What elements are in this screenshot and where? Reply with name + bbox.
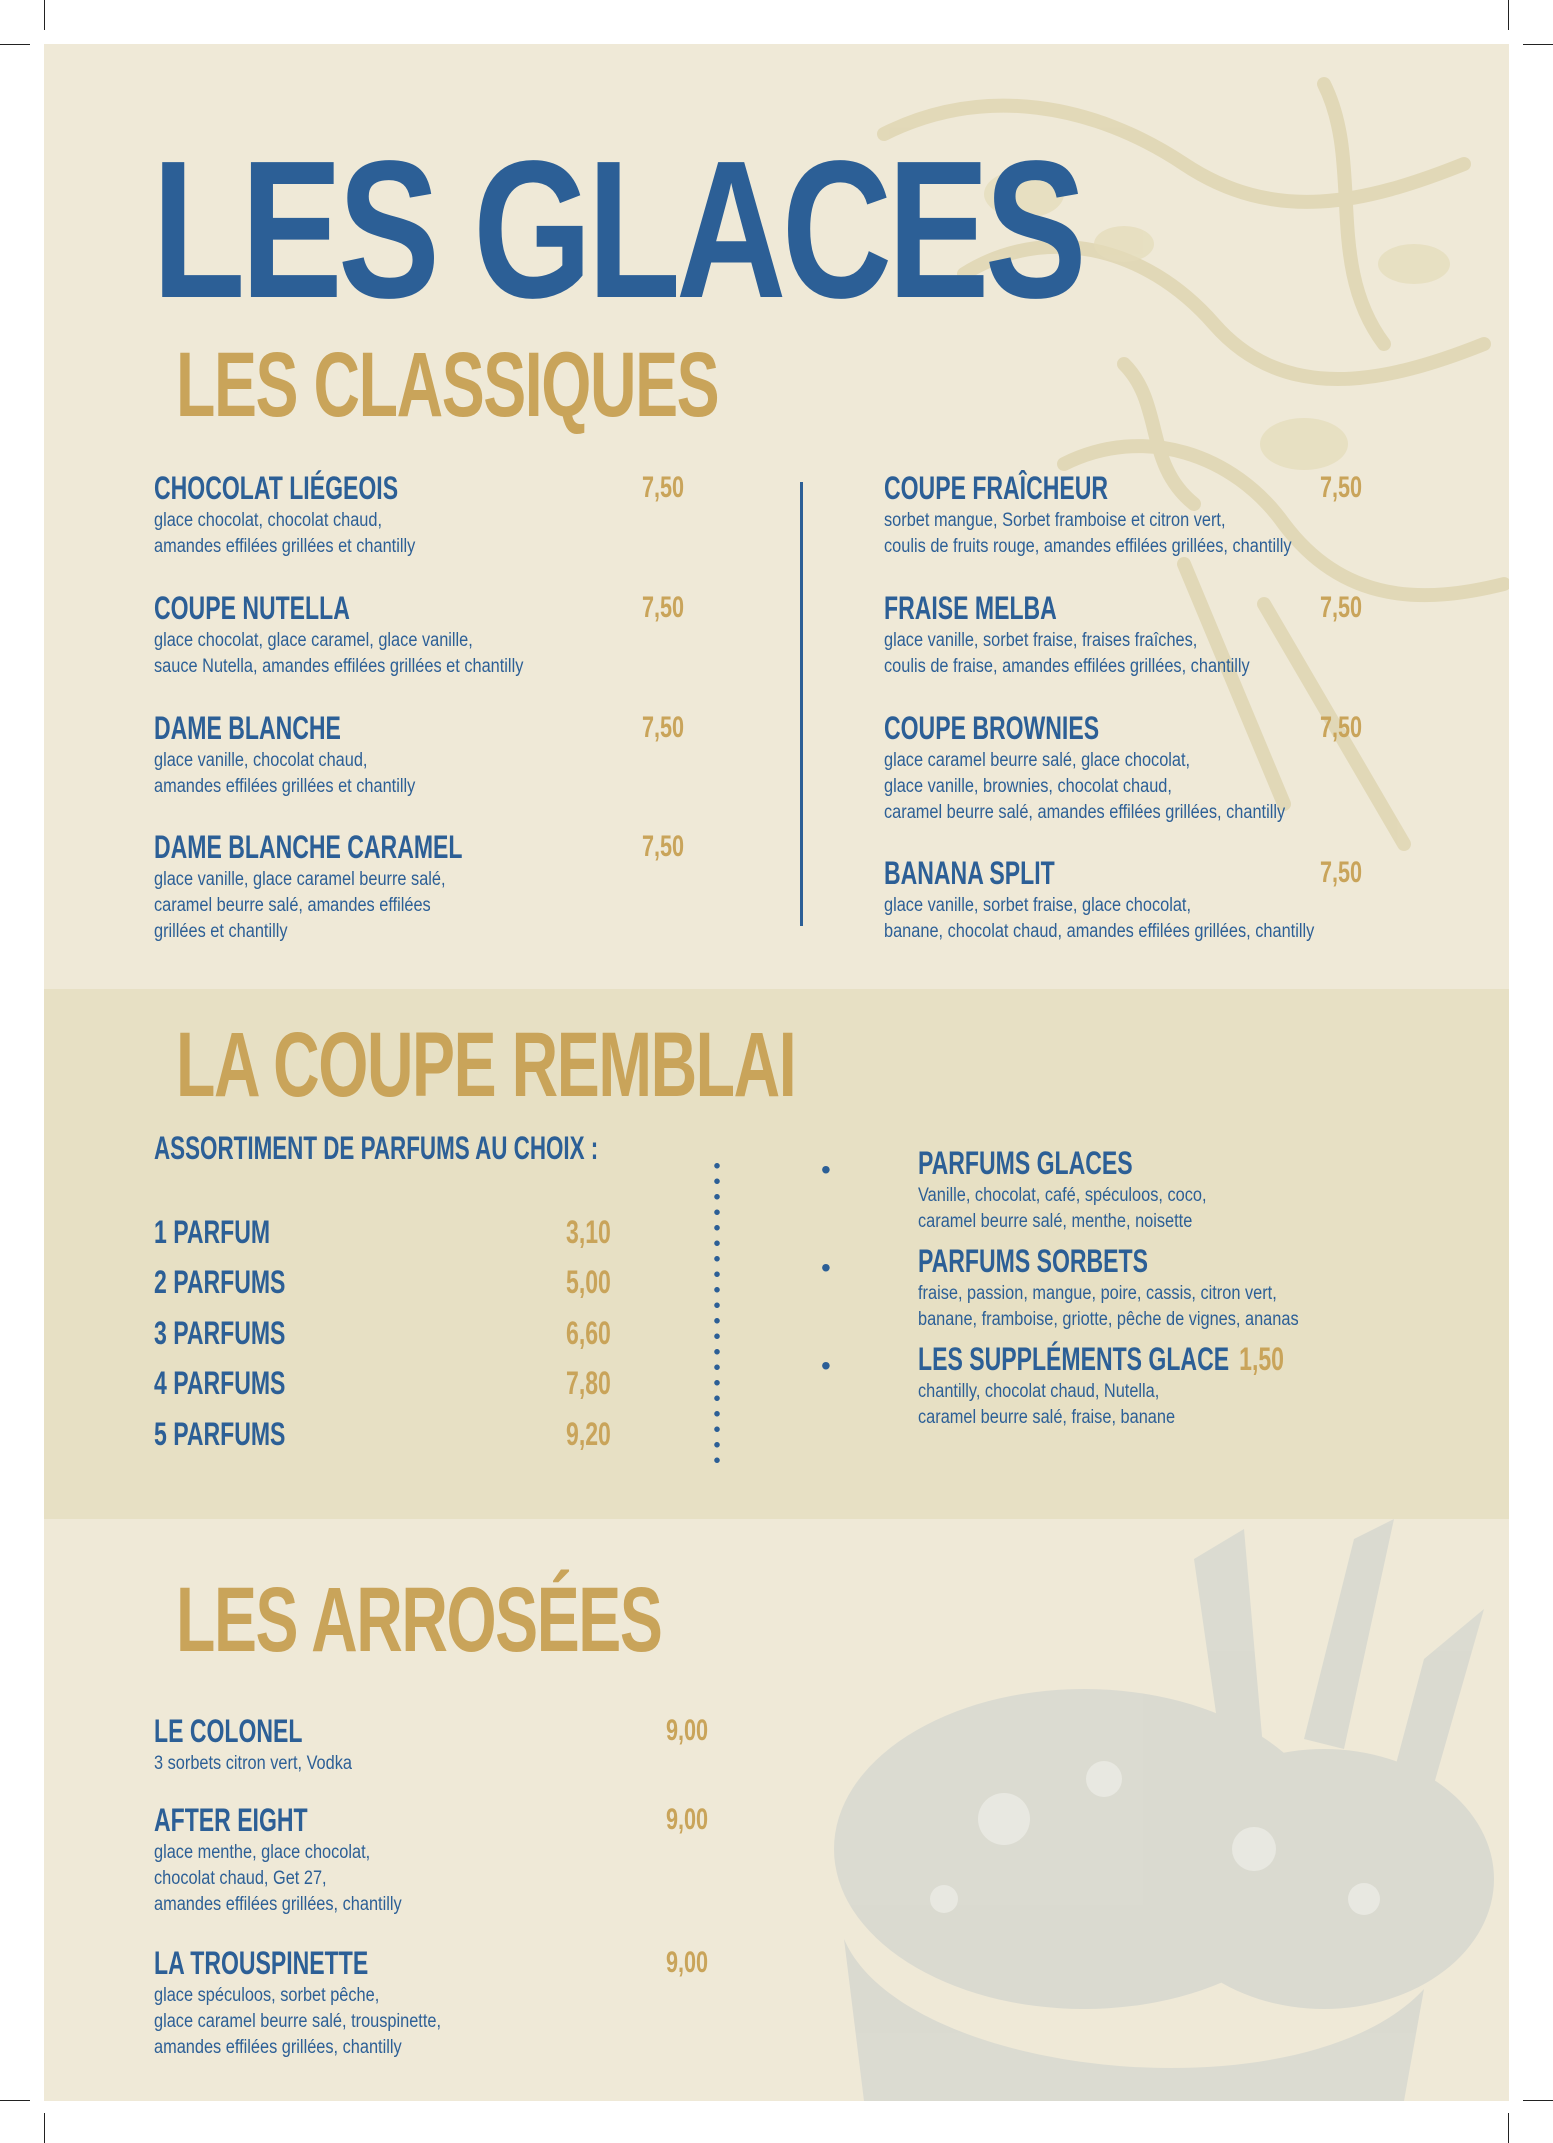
menu-item [884, 589, 1424, 680]
flavour-title-text: PARFUMS GLACES [918, 1145, 1133, 1181]
item-description: glace vanille, glace caramel beurre salé, caramel beurre salé, amandes effilées grillées et chantilly [154, 869, 446, 942]
flavour-group [918, 1242, 1478, 1333]
crop-mark [1523, 44, 1553, 45]
item-price: 7,50 [642, 830, 685, 863]
flavour-list: Vanille, chocolat, café, spéculoos, coco, caramel beurre salé, menthe, noisette [918, 1185, 1207, 1232]
flavour-title-text: PARFUMS SORBETS [918, 1243, 1148, 1279]
crop-mark [44, 2113, 45, 2143]
menu-item [884, 709, 1424, 826]
item-description: sorbet mangue, Sorbet framboise et citron vert, coulis de fruits rouge, amandes effilées grillées, chantilly [884, 510, 1292, 557]
item-description: glace caramel beurre salé, glace chocolat, glace vanille, brownies, chocolat chaud, caramel beurre salé, amandes effilées grillées, chantilly [884, 750, 1286, 823]
menu-item [154, 709, 694, 800]
flavour-group [918, 1144, 1478, 1235]
flavour-title [918, 1144, 1133, 1182]
item-description: glace menthe, glace chocolat, chocolat chaud, Get 27, amandes effilées grillées, chantilly [154, 1842, 402, 1915]
bullet-icon: • [821, 1350, 831, 1381]
flavour-title [918, 1340, 1284, 1378]
item-name: DAME BLANCHE [154, 710, 341, 746]
item-price: 7,50 [1320, 711, 1363, 744]
price-row [154, 1214, 614, 1254]
price-row [154, 1365, 614, 1405]
item-description: glace vanille, sorbet fraise, glace chocolat, banane, chocolat chaud, amandes effilées grillées, chantilly [884, 895, 1315, 942]
menu-item [154, 589, 694, 680]
column-divider [800, 482, 803, 926]
menu-item [154, 1801, 709, 1918]
item-name: DAME BLANCHE CARAMEL [154, 829, 463, 865]
flavour-title-text: LES SUPPLÉMENTS GLACE [918, 1341, 1230, 1377]
item-description: glace vanille, sorbet fraise, fraises fraîches, coulis de fraise, amandes effilées grillées, chantilly [884, 630, 1250, 677]
flavour-list: fraise, passion, mangue, poire, cassis, citron vert, banane, framboise, griotte, pêche de vignes, ananas [918, 1283, 1299, 1330]
item-description: glace chocolat, glace caramel, glace vanille, sauce Nutella, amandes effilées grillées et chantilly [154, 630, 524, 677]
menu-item [154, 828, 694, 945]
price-row-price: 9,20 [566, 1416, 611, 1452]
item-name: CHOCOLAT LIÉGEOIS [154, 470, 399, 506]
ice-cream-illustration [784, 1519, 1509, 2101]
item-price: 7,50 [642, 711, 685, 744]
crop-mark [44, 0, 45, 30]
classiques-heading: LES CLASSIQUES [176, 334, 719, 436]
crop-mark [1508, 0, 1509, 30]
item-name: COUPE FRAÎCHEUR [884, 470, 1109, 506]
item-description: 3 sorbets citron vert, Vodka [154, 1753, 353, 1774]
menu-item [884, 469, 1424, 560]
price-row [154, 1264, 614, 1304]
dotted-divider [714, 1158, 720, 1468]
item-description: glace spéculoos, sorbet pêche, glace caramel beurre salé, trouspinette, amandes effilées grillées, chantilly [154, 1985, 442, 2058]
price-row [154, 1315, 614, 1355]
price-row-label: 1 PARFUM [154, 1214, 271, 1250]
menu-item [154, 469, 694, 560]
item-name: LE COLONEL [154, 1713, 303, 1749]
flavour-title [918, 1242, 1148, 1280]
remblai-heading: LA COUPE REMBLAI [176, 1014, 796, 1116]
price-row-price: 3,10 [566, 1214, 611, 1250]
price-row [154, 1416, 614, 1456]
item-name: LA TROUSPINETTE [154, 1945, 369, 1981]
crop-mark [0, 2100, 30, 2101]
item-price: 7,50 [1320, 856, 1363, 889]
item-price: 9,00 [666, 1714, 709, 1747]
arrosees-heading: LES ARROSÉES [176, 1569, 662, 1671]
crop-mark [0, 44, 30, 45]
bullet-icon: • [821, 1252, 831, 1283]
price-row-label: 4 PARFUMS [154, 1365, 286, 1401]
page-title: LES GLACES [152, 120, 1083, 339]
menu-item [154, 1944, 709, 2061]
menu-item [884, 854, 1424, 945]
item-description: glace vanille, chocolat chaud, amandes effilées grillées et chantilly [154, 750, 416, 797]
item-price: 7,50 [1320, 591, 1363, 624]
item-name: AFTER EIGHT [154, 1802, 308, 1838]
item-price: 7,50 [642, 591, 685, 624]
item-name: BANANA SPLIT [884, 855, 1055, 891]
price-row-label: 5 PARFUMS [154, 1416, 286, 1452]
item-price: 7,50 [1320, 471, 1363, 504]
crop-mark [1508, 2113, 1509, 2143]
bullet-icon: • [821, 1154, 831, 1185]
price-row-label: 2 PARFUMS [154, 1264, 286, 1300]
item-price: 9,00 [666, 1803, 709, 1836]
price-row-price: 6,60 [566, 1315, 611, 1351]
crop-mark [1523, 2100, 1553, 2101]
item-name: COUPE BROWNIES [884, 710, 1100, 746]
price-row-label: 3 PARFUMS [154, 1315, 286, 1351]
menu-page [44, 44, 1509, 2101]
price-row-price: 5,00 [566, 1264, 611, 1300]
item-name: FRAISE MELBA [884, 590, 1057, 626]
flavour-list: chantilly, chocolat chaud, Nutella, caramel beurre salé, fraise, banane [918, 1381, 1176, 1428]
item-price: 9,00 [666, 1946, 709, 1979]
price-row-price: 7,80 [566, 1365, 611, 1401]
flavour-group [918, 1340, 1478, 1431]
item-price: 7,50 [642, 471, 685, 504]
menu-item [154, 1712, 709, 1777]
item-name: COUPE NUTELLA [154, 590, 350, 626]
assortment-label: ASSORTIMENT DE PARFUMS AU CHOIX : [154, 1130, 599, 1166]
item-description: glace chocolat, chocolat chaud, amandes effilées grillées et chantilly [154, 510, 416, 557]
supplement-price: 1,50 [1239, 1341, 1284, 1377]
